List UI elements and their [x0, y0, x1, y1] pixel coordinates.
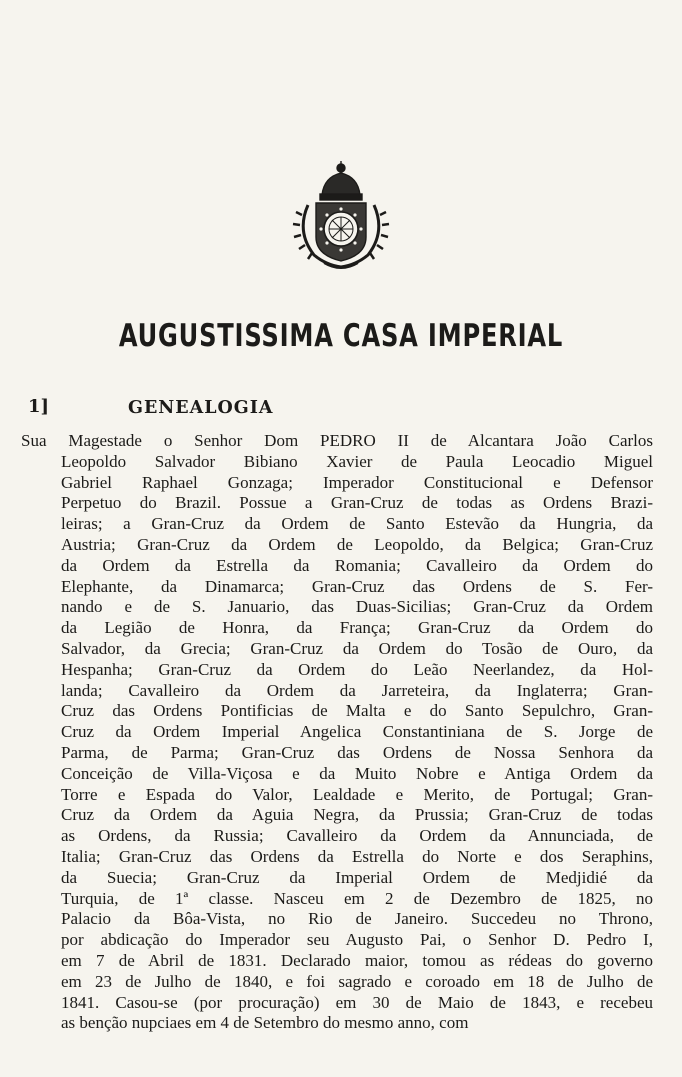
text-line: Cruz da Ordem da Aguia Negra, da Prussia; Gran-Cruz de todas: [61, 805, 653, 825]
text-line: da Legião de Honra, da França; Gran-Cruz da Ordem do: [61, 618, 653, 638]
text-line: Elephante, da Dinamarca; Gran-Cruz das Ordens de S. Fer-: [61, 576, 653, 596]
text-line: Cruz da Ordem Imperial Angelica Constantiniana de S. Jorge de: [61, 722, 653, 742]
text-line: Gabriel Raphael Gonzaga; Imperador Constitucional e Defensor: [61, 472, 653, 492]
section-title: GENEALOGIA: [128, 398, 274, 418]
text-line: Hespanha; Gran-Cruz da Ordem do Leão Neerlandez, da Hol-: [61, 659, 653, 679]
text-line: Palacio da Bôa-Vista, no Rio de Janeiro. Succedeu no Throno,: [61, 909, 653, 929]
text-line: as benção nupciaes em 4 de Setembro do mesmo anno, com: [61, 1013, 469, 1033]
genealogy-paragraph: [21, 431, 653, 1034]
text-line: Austria; Gran-Cruz da Ordem de Leopoldo, da Belgica; Gran-Cruz: [61, 534, 653, 554]
section-number: 1]: [28, 396, 50, 417]
text-line: leiras; a Gran-Cruz da Ordem de Santo Estevão da Hungria, da: [61, 514, 653, 534]
imperial-coat-of-arms-icon: [286, 157, 396, 275]
text-line: landa; Cavalleiro da Ordem da Jarreteira, da Inglaterra; Gran-: [61, 680, 653, 700]
text-line: em 7 de Abril de 1831. Declarado maior, tomou as rédeas do governo: [61, 950, 653, 970]
text-line: Conceição de Villa-Viçosa e da Muito Nobre e Antiga Ordem da: [61, 763, 653, 783]
text-line: Torre e Espada do Valor, Lealdade e Merito, de Portugal; Gran-: [61, 784, 653, 804]
text-line: da Suecia; Gran-Cruz da Imperial Ordem de Medjidié da: [61, 867, 653, 887]
text-line: Perpetuo do Brazil. Possue a Gran-Cruz de todas as Ordens Brazi-: [61, 493, 653, 513]
text-line: Leopoldo Salvador Bibiano Xavier de Paula Leocadio Miguel: [61, 451, 653, 471]
text-line: nando e de S. Januario, das Duas-Sicilias; Gran-Cruz da Ordem: [61, 597, 653, 617]
text-line: as Ordens, da Russia; Cavalleiro da Ordem da Annunciada, de: [61, 826, 653, 846]
text-line: Sua Magestade o Senhor Dom PEDRO II de Alcantara João Carlos: [21, 431, 653, 450]
text-line: Parma, de Parma; Gran-Cruz das Ordens de Nossa Senhora da: [61, 742, 653, 762]
text-line: Turquia, de 1ª classe. Nasceu em 2 de Dezembro de 1825, no: [61, 888, 653, 908]
text-line: Italia; Gran-Cruz das Ordens da Estrella do Norte e dos Seraphins,: [61, 846, 653, 866]
text-line: Salvador, da Grecia; Gran-Cruz da Ordem do Tosão de Ouro, da: [61, 638, 653, 658]
text-line: 1841. Casou-se (por procuração) em 30 de Maio de 1843, e recebeu: [61, 992, 653, 1012]
text-line: em 23 de Julho de 1840, e foi sagrado e coroado em 18 de Julho de: [61, 971, 653, 991]
text-line: Cruz das Ordens Pontificias de Malta e do Santo Sepulchro, Gran-: [61, 701, 653, 721]
page-title: AUGUSTISSIMA CASA IMPERIAL: [118, 318, 564, 354]
text-line: por abdicação do Imperador seu Augusto Pai, o Senhor D. Pedro I,: [61, 930, 653, 950]
text-line: da Ordem da Estrella da Romania; Cavalleiro da Ordem do: [61, 555, 653, 575]
